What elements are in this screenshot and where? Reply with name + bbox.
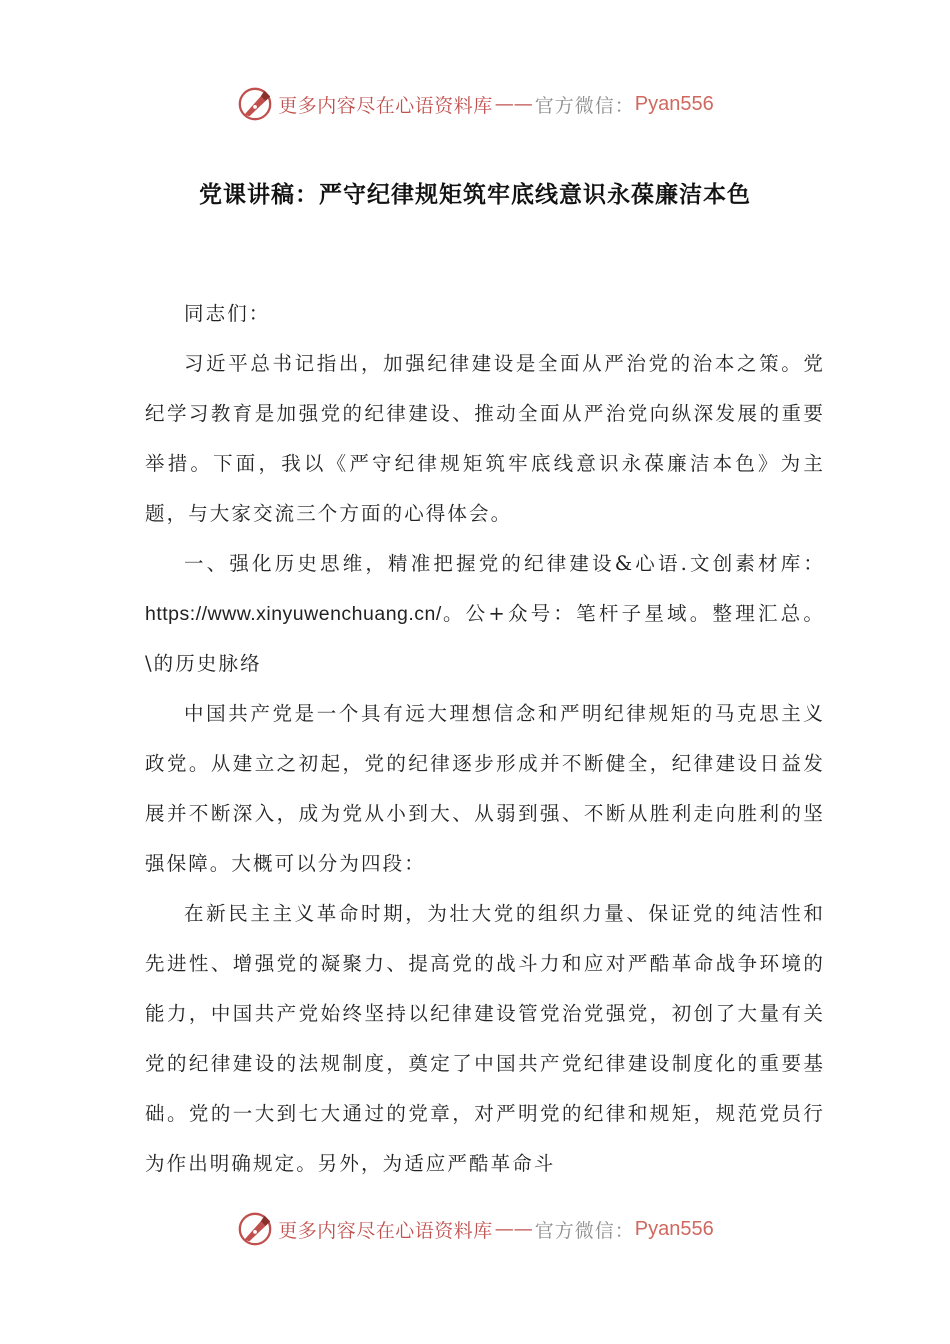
watermark-wechat-label: 官方微信： [534,1219,635,1242]
paragraph-intro: 习近平总书记指出，加强纪律建设是全面从严治党的治本之策。党纪学习教育是加强党的纪律建设、推动全面从严治党向纵深发展的重要举措。下面，我以《严守纪律规矩筑牢底线意识永葆廉洁本色》为主题，与大家交流三个方面的心得体会。 [145,352,825,525]
salutation: 同志们： [184,302,271,325]
watermark-dash: —— [494,93,533,115]
watermark-wechat-label: 官方微信： [534,94,635,117]
paragraph-history: 中国共产党是一个具有远大理想信念和严明纪律规矩的马克思主义政党。从建立之初起，党的纪律逐步形成并不断健全，纪律建设日益发展并不断深入，成为党从小到大、从弱到强、不断从胜利走向胜利的坚强保障。大概可以分为四段： [145,702,825,875]
section-heading-tail: 。公+众号：笔杆子星域。整理汇总。\的历史脉络 [145,602,825,675]
document-body [145,289,825,1189]
pen-nib-logo-icon [236,1210,274,1248]
watermark-library-text: 更多内容尽在心语资料库 [278,94,493,117]
watermark-dash: —— [494,1218,533,1240]
watermark-wechat-id: Pyan556 [634,92,714,115]
watermark-wechat-id: Pyan556 [634,1217,714,1240]
section-heading-text: 一、强化历史思维，精准把握党的纪律建设&心语.文创素材库： [184,552,825,575]
document-title: 党课讲稿：严守纪律规矩筑牢底线意识永葆廉洁本色 [199,182,751,208]
pen-nib-logo-icon [236,85,274,123]
section-heading-1 [145,539,825,689]
paragraph-revolution: 在新民主主义革命时期，为壮大党的组织力量、保证党的纯洁性和先进性、增强党的凝聚力、提高党的战斗力和应对严酷革命战争环境的能力，中国共产党始终坚持以纪律建设管党治党强党，初创了大量有关党的纪律建设的法规制度，奠定了中国共产党纪律建设制度化的重要基础。党的一大到七大通过的党章，对严明党的纪律和规矩，规范党员行为作出明确规定。另外，为适应严酷革命斗 [145,902,825,1175]
footer-watermark [0,1209,950,1249]
watermark-library-text: 更多内容尽在心语资料库 [278,1219,493,1242]
header-watermark [0,84,950,124]
source-url: https://www.xinyuwenchuang.cn/ [145,603,442,625]
